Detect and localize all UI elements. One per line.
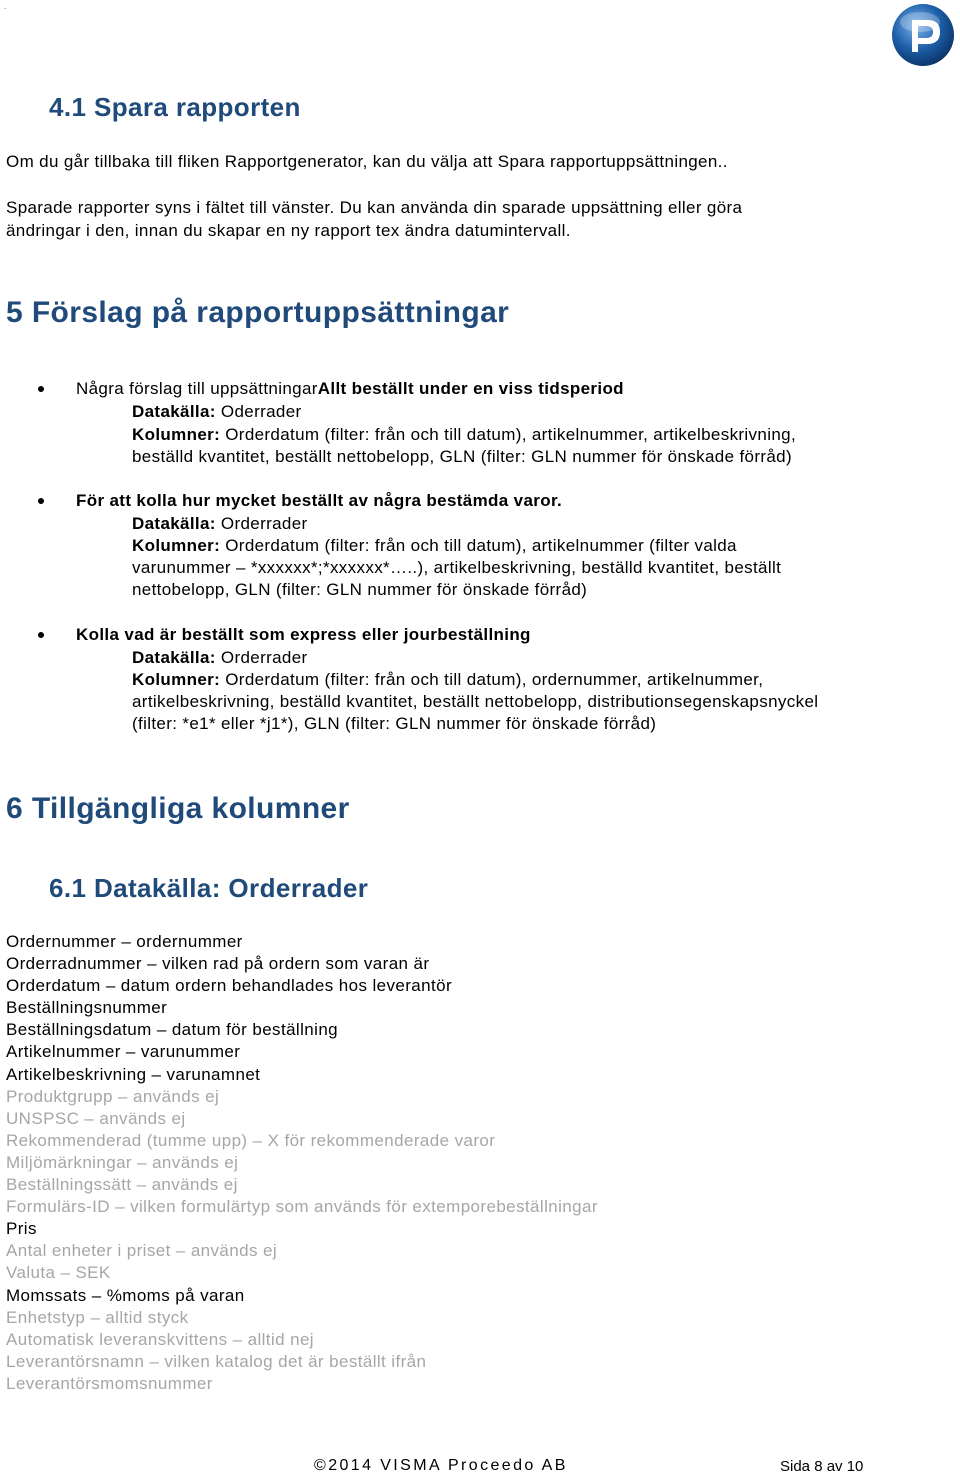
data-source-value: Orderrader [215, 514, 308, 533]
data-source-line [132, 647, 308, 669]
columns-label: Kolumner: [132, 536, 221, 555]
data-source-value: Oderrader [215, 402, 302, 421]
columns-line [132, 669, 763, 691]
bullet-heading: För att kolla hur mycket beställt av några bestämda varor. [76, 491, 563, 510]
columns-line: artikelbeskrivning, beställd kvantitet, beställt nettobelopp, distributionsegenskapsnyckel [132, 692, 819, 711]
column-list-item: Orderradnummer – vilken rad på ordern som varan är [6, 954, 430, 974]
column-list-item: Automatisk leveranskvittens – alltid nej [6, 1329, 314, 1349]
column-list-item: UNSPSC – används ej [6, 1108, 186, 1128]
columns-value: Orderdatum (filter: från och till datum), ordernummer, artikelnummer, [220, 670, 764, 689]
paragraph: ändringar i den, innan du skapar en ny rapport tex ändra datumintervall. [6, 221, 571, 240]
data-source-line [132, 513, 308, 535]
column-list-item: Beställningsdatum – datum för beställning [6, 1020, 339, 1040]
bullet-heading: Allt beställt under en viss tidsperiod [317, 379, 624, 398]
column-list-item: Rekommenderad (tumme upp) – X för rekommenderade varor [6, 1130, 496, 1150]
paragraph: Om du går tillbaka till fliken Rapportgenerator, kan du välja att Spara rapportuppsättningen.. [6, 152, 728, 171]
columns-label: Kolumner: [132, 425, 221, 444]
columns-line [132, 424, 796, 446]
columns-line [132, 535, 737, 557]
proceedo-logo-icon [890, 2, 956, 68]
section-5-title: 5 Förslag på rapportuppsättningar [6, 296, 510, 329]
paragraph: Sparade rapporter syns i fältet till vänster. Du kan använda din sparade uppsättning eller göra [6, 198, 743, 217]
column-list-item: Beställningssätt – används ej [6, 1175, 238, 1195]
bullet [38, 498, 44, 504]
columns-line: nettobelopp, GLN (filter: GLN nummer för önskade förråd) [132, 580, 588, 599]
column-list-item: Momssats – %moms på varan [6, 1285, 245, 1305]
column-list-item: Antal enheter i priset – används ej [6, 1241, 278, 1261]
bullet-1-intro-line [76, 378, 624, 400]
footer-page-number: Sida 8 av 10 [780, 1458, 864, 1475]
column-list-item: Produktgrupp – används ej [6, 1086, 220, 1106]
columns-label: Kolumner: [132, 670, 221, 689]
bullet-intro: Några förslag till uppsättningar [76, 379, 318, 398]
column-list-item: Ordernummer – ordernummer [6, 932, 243, 951]
columns-line: (filter: *e1* eller *j1*), GLN (filter: GLN nummer för önskade förråd) [132, 714, 657, 733]
column-list-item: Pris [6, 1219, 37, 1239]
columns-line: varunummer – *xxxxxx*;*xxxxxx*…..), artikelbeskrivning, beställd kvantitet, beställt [132, 558, 782, 577]
data-source-label: Datakälla: [132, 402, 216, 421]
footer-copyright: ©2014 VISMA Proceedo AB [314, 1457, 568, 1474]
column-list-item: Artikelnummer – varunummer [6, 1042, 241, 1062]
column-list-item: Orderdatum – datum ordern behandlades hos leverantör [6, 976, 453, 996]
page-mark: . [4, 2, 7, 11]
data-source-value: Orderrader [215, 648, 308, 667]
section-6-1-title: 6.1 Datakälla: Orderrader [49, 873, 369, 903]
data-source-label: Datakälla: [132, 514, 216, 533]
column-list-item: Valuta – SEK [6, 1263, 111, 1283]
data-source-line [132, 401, 302, 423]
column-list [6, 931, 598, 1395]
columns-value: Orderdatum (filter: från och till datum), artikelnummer (filter valda [220, 536, 737, 555]
data-source-label: Datakälla: [132, 648, 216, 667]
columns-line: beställd kvantitet, beställt nettobelopp, GLN (filter: GLN nummer för önskade förråd) [132, 447, 792, 466]
section-6-title: 6 Tillgängliga kolumner [6, 792, 350, 825]
bullet [38, 386, 44, 392]
column-list-item: Leverantörsmomsnummer [6, 1373, 213, 1393]
bullet-heading: Kolla vad är beställt som express eller jourbeställning [76, 625, 531, 644]
columns-value: Orderdatum (filter: från och till datum), artikelnummer, artikelbeskrivning, [220, 425, 797, 444]
column-list-item: Artikelbeskrivning – varunamnet [6, 1064, 261, 1084]
column-list-item: Beställningsnummer [6, 998, 168, 1018]
section-4-1-title: 4.1 Spara rapporten [49, 92, 301, 122]
column-list-item: Enhetstyp – alltid styck [6, 1307, 189, 1327]
bullet [38, 632, 44, 638]
column-list-item: Leverantörsnamn – vilken katalog det är beställt ifrån [6, 1351, 427, 1371]
column-list-item: Formulärs-ID – vilken formulärtyp som används för extemporebeställningar [6, 1197, 598, 1217]
column-list-item: Miljömärkningar – används ej [6, 1152, 239, 1172]
